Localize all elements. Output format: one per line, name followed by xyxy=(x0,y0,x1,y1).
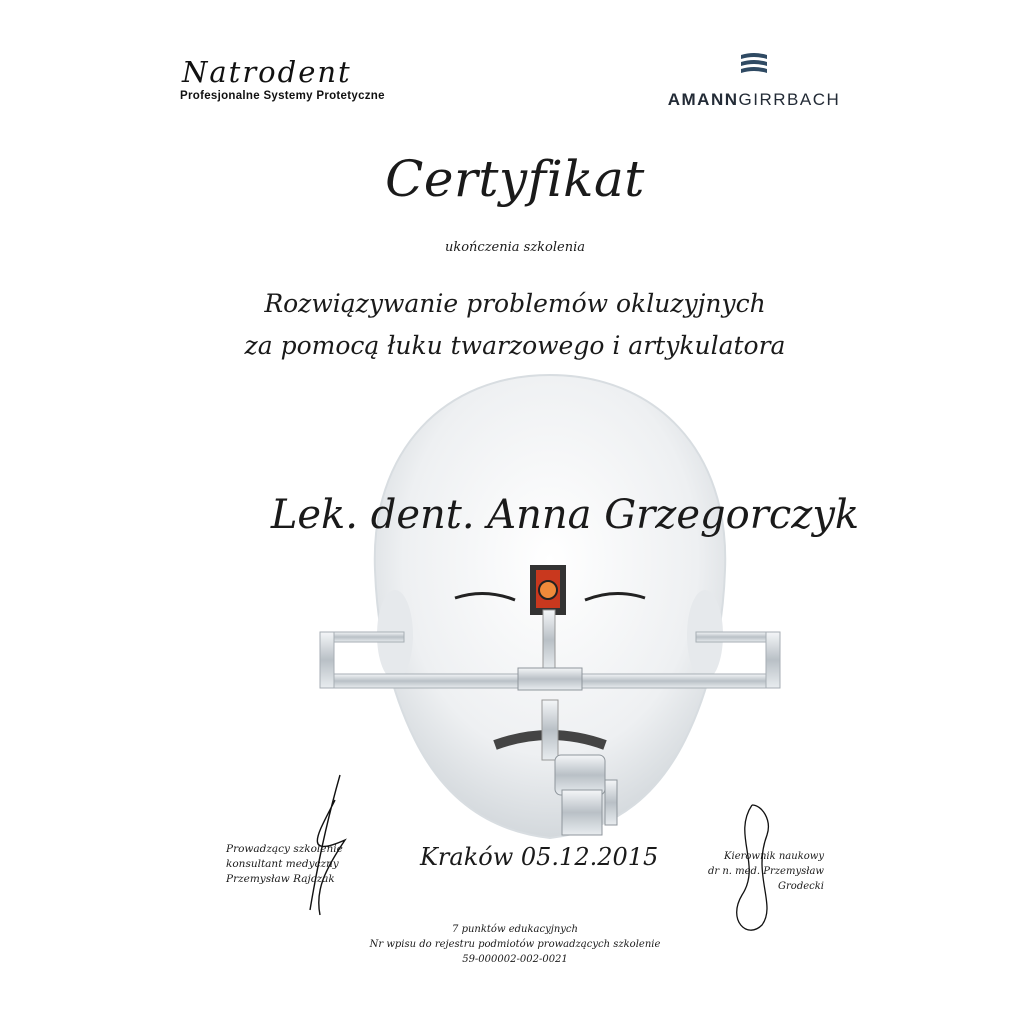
signature-left-role: Prowadzący szkolenie xyxy=(226,843,343,855)
certificate-footer xyxy=(0,922,1030,967)
course-title-line-2: za pomocą łuku twarzowego i artykulatora xyxy=(244,331,786,360)
svg-text:Natrodent: Natrodent xyxy=(182,58,352,88)
amanngirrbach-logo xyxy=(664,52,844,110)
recipient-name: Lek. dent. Anna Grzegorczyk xyxy=(270,492,860,538)
certificate-subtitle: ukończenia szkolenia xyxy=(444,240,586,255)
signature-right-role: Kierownik naukowy xyxy=(724,851,824,862)
natrodent-logo xyxy=(180,58,440,102)
signature-block-left xyxy=(226,842,343,887)
amanngirrbach-wordmark: AMANNGIRRBACH xyxy=(667,90,841,109)
issue-date: Kraków 05.12.2015 xyxy=(420,843,659,871)
footer-registry-label: Nr wpisu do rejestru podmiotów prowadzących szkolenie xyxy=(369,939,661,950)
signature-left-name: Przemysław Rajczak xyxy=(226,873,335,885)
signature-right-name: dr n. med. Przemysław Grodecki xyxy=(707,866,824,892)
course-title-line-1: Rozwiązywanie problemów okluzyjnych xyxy=(264,289,766,318)
natrodent-wordmark xyxy=(180,58,440,88)
certificate-title: Certyfikat xyxy=(385,150,645,208)
footer-points: 7 punktów edukacyjnych xyxy=(452,924,578,935)
signature-left-title: konsultant medyczny xyxy=(226,858,339,870)
face-bow-head-illustration xyxy=(300,370,800,840)
natrodent-tagline: Profesjonalne Systemy Protetyczne xyxy=(180,90,385,102)
amanngirrbach-stripes-icon xyxy=(739,52,769,78)
footer-registry-number: 59-000002-002-0021 xyxy=(462,954,568,965)
signature-block-right xyxy=(690,849,824,894)
